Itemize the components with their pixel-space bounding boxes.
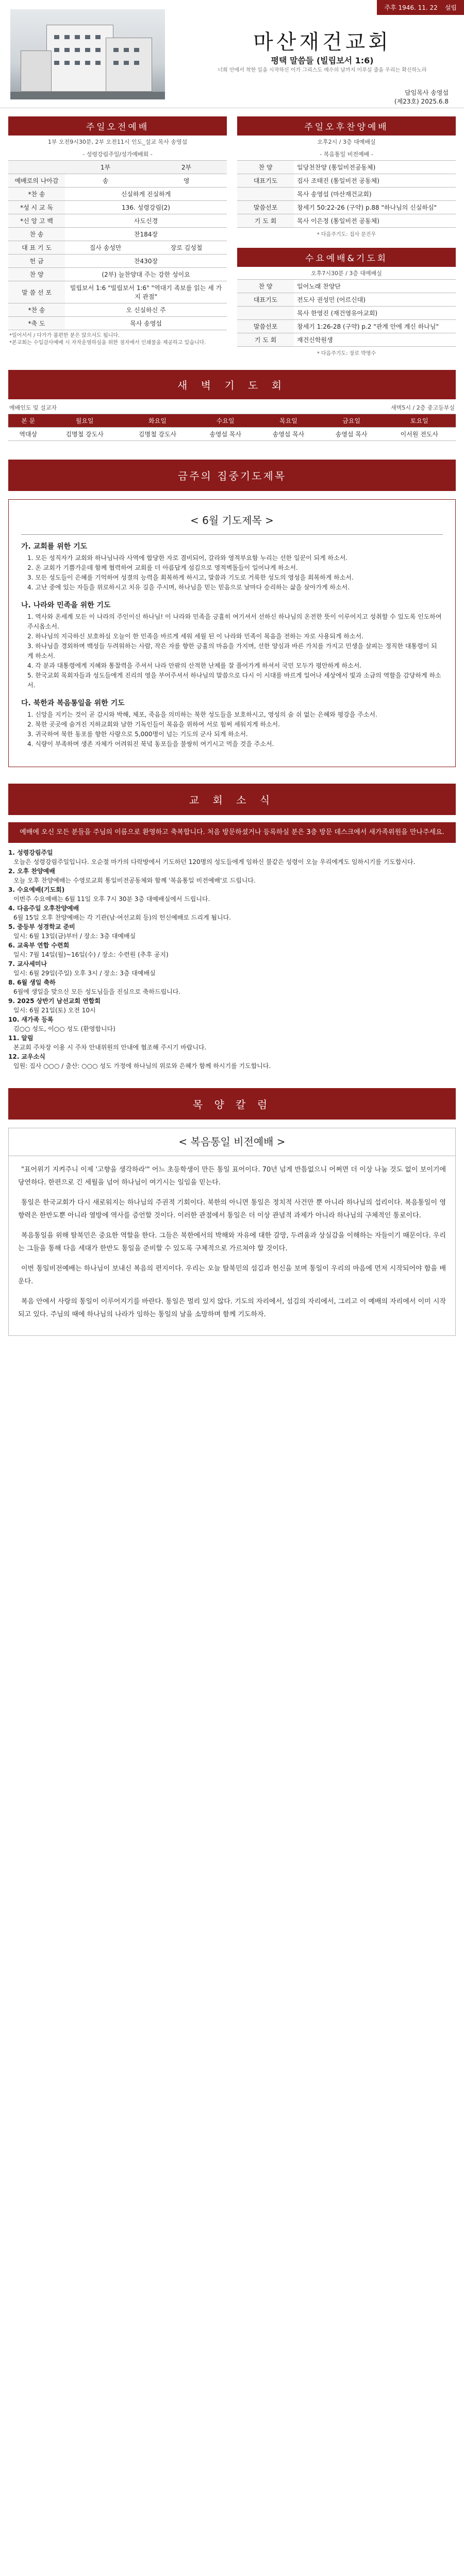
table-row: 대표기도 집사 조태진 (통일비전 공동체) bbox=[237, 174, 456, 188]
table-row: *찬 송 오 신실하신 주 bbox=[8, 303, 227, 317]
list-item: 7. 교사세미나 일시: 6월 29일(주일) 오후 3시 / 장소: 3층 대예배실 bbox=[8, 960, 156, 977]
pastor-column-box bbox=[8, 1128, 456, 1336]
dawn-right-note: 새벽5시 / 2층 중고등부실 bbox=[391, 404, 455, 411]
founding-badge bbox=[377, 0, 464, 15]
afternoon-footer: * 다음주기도: 집사 문진우 bbox=[317, 232, 376, 238]
church-name: 마산재건교회 bbox=[253, 30, 391, 54]
list-item: 4. 다음주일 오후찬양예배 6월 15일 오후 찬양예배는 각 기관(남·여선교회 등)의 헌신예배로 드리게 됩니다. bbox=[8, 905, 231, 921]
list-item: 10. 새가족 등록 김○○ 성도, 이○○ 성도 (환영합니다) bbox=[8, 1016, 115, 1032]
news-list bbox=[8, 848, 456, 1071]
table-row: 말 씀 선 포 빌립보서 1:6 "빌립보서 1:6" "역대기 족보를 읽는 세 가지 관점" bbox=[8, 281, 227, 303]
table-row: 기 도 회 재건신학원생 bbox=[237, 333, 456, 347]
prayer-group-north-korea: 다. 북한과 복음통일을 위한 기도 1. 신앙을 지키는 것이 곧 감시와 박해, 체포, 죽음을 의미하는 북한 성도들을 보호하시고, 영성의 숨 쉬 없는 은혜와 평강을 주소서. 2. 북한 곳곳에 숨겨진 지하교회와 남한 기독인들이 복음을 위하여 서로 힘써 세워지게 하소서. 3. 귀국하여 북한 동포를 향한 사랑으로 5,000명이 넘는 기도의 군사 되게 하소서. 4. 식량이 부족하며 생존 자체가 어려워진 북녘 동포들을 불쌍히 여기시고 먹을 것을 주소서. bbox=[21, 699, 377, 748]
table-row: 말씀선포 창세기 1:26-28 (구약) p.2 "관계 안에 계신 하나님" bbox=[237, 320, 456, 333]
prayer-box bbox=[8, 499, 456, 767]
prayer-group-nation: 나. 나라와 민족을 위한 기도 1. 역사와 온세계 모든 이 나라의 주인이신 하나님! 이 나라와 민족을 긍휼히 여기셔서 선하신 하나님의 온전한 뜻이 이루어지고 성취할 수 있도록 인도하여 주시옵소서. 2. 하나님의 지극하신 보호하심 오늘이 한 민족을 바르게 세워 세월 된 이 나라와 민족이 복음을 전하는 자로 사용되게 하소서. 3. 하나님을 경외하며 백성들 두려워하는 사람, 작은 자를 향한 긍휼의 마음을 가지며, 선한 양심과 바른 가치를 가지고 민생을 살피는 정직한 대통령이 되게 하소서. 4. 각 분과 대통령에게 지혜와 통찰력을 주셔서 나라 안팎의 산적한 난제를 잘 풀어가게 하셔서 국민 모두가 평안하게 하소서. 5. 한국교회 목회자들과 성도들에게 진리의 영을 부어주셔서 하나님의 말씀으로 다시 이 시대를 바르게 일어나 세상에서 빛과 소금의 역할을 감당하게 하소서. bbox=[21, 601, 442, 689]
table-row: *찬 송 신실하게 진실하게 bbox=[8, 188, 227, 201]
col-header-2: 2부 bbox=[146, 161, 227, 174]
header bbox=[0, 0, 464, 108]
afternoon-section bbox=[237, 116, 456, 359]
table-row: 기 도 회 목사 이은정 (통일비전 공동체) bbox=[237, 214, 456, 228]
issue-number: (제23호) 2025.6.8 bbox=[394, 98, 449, 105]
founding-date: 주후 1946. 11. 22 bbox=[384, 4, 438, 11]
column-box-title: < 복음통일 비전예배 > bbox=[9, 1128, 455, 1156]
list-item: 3. 수요예배(기도회) 이번주 수요예배는 6월 11일 오후 7시 30분 3층 대예배실에서 드립니다. bbox=[8, 886, 210, 903]
prayer-group-church: 가. 교회를 위한 기도 1. 모든 성직자가 교회와 하나님나라 사역에 합당한 자로 겸비되어, 갈라와 영적부요함 누리는 선한 일꾼이 되게 하소서. 2. 온 교회가 기쁨가운데 함께 협력하여 교회를 더 아름답게 섬김으로 영적벽돌들이 일어나게 하소서. 3. 모든 성도들이 은혜를 기억하여 성결의 능력을 회복하게 하시고, 말씀과 기도로 거룩한 성도의 영성을 회복하게 하소서. 4. 고난 중에 있는 자들을 위로하시고 치유 길을 주시며, 하나님을 믿는 믿음으로 날마다 승리하는 삶을 살아가게 하소서. bbox=[21, 543, 354, 591]
wednesday-note: 오후7시30분 / 3층 대예배실 bbox=[311, 270, 382, 277]
list-item: 2. 오후 찬양예배 오늘 오후 찬양예배는 수영로교회 통일비전공동체와 함께 '복음통일 비전예배'로 드립니다. bbox=[8, 868, 256, 884]
dawn-prayer-title: 새 벽 기 도 회 bbox=[8, 370, 456, 399]
col-header-1: 1부 bbox=[65, 161, 146, 174]
column-body: "표어위기 지켜주니 이제 '고향을 생각하라'" 어느 초등학생이 만든 통일 표어이다. 70년 넘게 반틈없으니 어쩌면 더 이상 나눔 것도 없이 보이기에 당연하다. 한편으로 긴 세월을 넘어 하나님이 여기시는 일임을 믿는다. 통일은 한국교회가 다시 새로워지는 하나님의 주권적 기회이다. 북한의 아니면 통일은 정치적 사건만 뿐 아니라 하나님의 섭리이다. 복음통일이 영향력은 한반도뿐 아니라 열방에 역사를 증언할 것이다. 이러한 관점에서 통일은 더 이상 관념적 과제가 아니라 하나님의 구체적인 통로이다. 복음통일을 위해 탈북민은 중요한 역할을 한다. 그들은 북한에서의 박해와 자유에 대한 갈망, 두려움과 상실감을 이해하는 자들이기 때문이다. 우리는 그들을 통해 다음 세대가 한반도 통일을 준비할 수 있도록 구체적으로 가르쳐야 할 것이다. 이번 통일비전예배는 하나님이 보내신 복음의 편지이다. 우리는 오늘 탈북민의 섬김과 헌신을 보며 통일이 우리의 마음에 먼저 시작되어야 함을 배운다. 복음 안에서 사랑의 통일이 이루어지기를 바란다. 통일은 멀리 있지 않다. 기도의 자리에서, 섬김의 자리에서, 그리고 이 예배의 자리에서 이미 시작되고 있다. 주님의 때에 하나님의 나라가 임하는 통일의 날을 소망하며 함께 기도하자. bbox=[18, 1166, 446, 1318]
afternoon-subtitle: - 복음통일 비전예배 - bbox=[320, 151, 373, 158]
dawn-notes bbox=[0, 399, 464, 414]
motto: 평택 말씀들 (빌립보서 1:6) bbox=[271, 56, 374, 65]
church-building-image bbox=[10, 9, 165, 99]
table-row: 찬 양 일당천찬양 (통일비전공동체) bbox=[237, 161, 456, 174]
sunday-service-title: 주일오전예배 bbox=[8, 116, 227, 135]
wednesday-footer: * 다음주기도: 장로 박영수 bbox=[317, 351, 376, 357]
list-item: 5. 중등부 성경학교 준비 일시: 6월 13일(금)부터 / 장소: 3층 대예배실 bbox=[8, 923, 136, 940]
table-row: 목사 송영섭 (마산재건교회) bbox=[237, 188, 456, 201]
dawn-schedule-table: 본 문 월요일 화요일 수요일 목요일 금요일 토요일 역대상 김명철 강도사 김명철 강도사 송영섭 목사 송영섭 목사 송영섭 목사 이서원 전도사 bbox=[8, 414, 456, 441]
table-row: 대표기도 전도사 권성민 (어르신대) bbox=[237, 293, 456, 307]
afternoon-note: 오후2시 / 3층 대예배실 bbox=[317, 139, 376, 145]
wednesday-table bbox=[237, 279, 456, 347]
founding-label: 설립 bbox=[444, 4, 457, 11]
table-row: 예배로의 나아감 송 영 bbox=[8, 174, 227, 188]
motto-verse: 너희 안에서 착한 일을 시작하신 이가 그리스도 예수의 날까지 이루실 줄을 우리는 확신하노라 bbox=[218, 67, 427, 73]
service-notes: *일어서서 / 다가가 불편한 분은 앉으셔도 됩니다. *본교회는 수입감사예배 시 자작운영하심을 위한 점자에서 인쇄물을 제공하고 있습니다. bbox=[9, 333, 206, 346]
table-row: *신 앙 고 백 사도신경 bbox=[8, 214, 227, 228]
prayer-box-title: < 6월 기도제목 > bbox=[21, 507, 443, 535]
list-item: 1. 성령강림주일 오늘은 성령강림주일입니다. 오순절 마가의 다락방에서 기도하던 120명의 성도들에게 임하신 불같은 성령이 오늘 우리에게도 임하시기를 기도합시다. bbox=[8, 849, 416, 866]
sunday-service-section bbox=[8, 116, 227, 359]
list-item: 6. 교육부 연합 수련회 일시: 7월 14일(월)~16일(수) / 장소: 수련원 (추후 공지) bbox=[8, 942, 169, 958]
pastor-name: 담임목사 송영섭 bbox=[405, 89, 449, 96]
wednesday-title: 수요예배&기도회 bbox=[237, 248, 456, 267]
sunday-order-table bbox=[8, 160, 227, 330]
table-row: 찬 양 일어노래 찬양단 bbox=[237, 280, 456, 293]
table-row: 찬 양 (2부) 늘찬양대 주는 강한 성이요 bbox=[8, 268, 227, 281]
prayer-section-title: 금주의 집중기도제목 bbox=[8, 460, 456, 491]
pastor-column-title: 목 양 칼 럼 bbox=[8, 1088, 456, 1120]
sunday-service-note: 1부 오전9시30분, 2부 오전11시 인도_설교 목사 송영섭 bbox=[47, 139, 188, 145]
dawn-left-note: 예배인도 및 설교자 bbox=[9, 404, 57, 411]
list-item: 12. 교우소식 입원: 집사 ○○○ / 출산: ○○○ 성도 가정에 하나님의 위로와 은혜가 함께 하시기를 기도합니다. bbox=[8, 1053, 271, 1070]
list-item: 11. 알림 본교회 주차장 이용 시 주차 안내위원의 안내에 협조해 주시기 바랍니다. bbox=[8, 1035, 207, 1051]
table-row: 목사 한영진 (재건영유아교회) bbox=[237, 307, 456, 320]
table-row: 말씀선포 창세기 50:22-26 (구약) p.88 "하나님의 신실하심" bbox=[237, 201, 456, 214]
afternoon-title: 주일오후찬양예배 bbox=[237, 116, 456, 135]
table-row: 대 표 기 도 집사 송성만 장로 김성철 bbox=[8, 241, 227, 255]
pastor-info bbox=[394, 89, 449, 106]
list-item: 8. 6월 생일 축하 6월에 생일을 맞으신 모든 성도님들을 진심으로 축하드립니다. bbox=[8, 979, 181, 995]
table-row: *축 도 목사 송영섭 bbox=[8, 317, 227, 330]
afternoon-table bbox=[237, 160, 456, 228]
table-row: 역대상 김명철 강도사 김명철 강도사 송영섭 목사 송영섭 목사 송영섭 목사 이서원 전도사 bbox=[8, 428, 456, 441]
table-row: 헌 금 찬430장 bbox=[8, 255, 227, 268]
table-row: 찬 송 찬184장 bbox=[8, 228, 227, 241]
sunday-service-subtitle: - 성령강림주일/성가예배회 - bbox=[82, 151, 153, 158]
table-row: *성 시 교 독 136. 성령강림(2) bbox=[8, 201, 227, 214]
church-news-title: 교 회 소 식 bbox=[8, 784, 456, 815]
list-item: 9. 2025 상반기 남선교회 연합회 일시: 6월 21일(토) 오전 10시 bbox=[8, 997, 101, 1014]
welcome-banner: 예배에 오신 모든 분들을 주님의 이름으로 환영하고 축복합니다. 처음 방문하셨거나 등록하실 분은 3층 방문 데스크에서 새가족위원을 만나주세요. bbox=[8, 822, 456, 843]
